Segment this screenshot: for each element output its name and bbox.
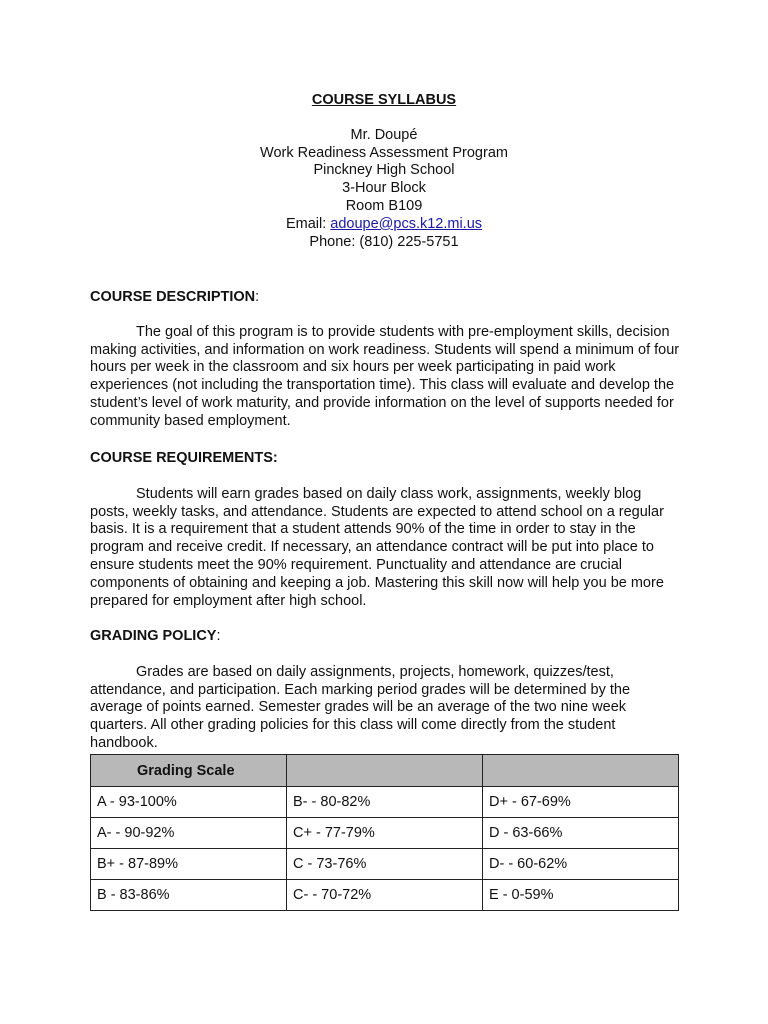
course-description-section xyxy=(90,289,680,431)
table-cell: E - 0-59% xyxy=(483,880,679,911)
email-label: Email: xyxy=(285,215,331,232)
table-header-cell xyxy=(287,755,483,787)
program-name: Work Readiness Assessment Program xyxy=(260,144,508,161)
table-cell: D+ - 67-69% xyxy=(483,787,679,818)
table-cell: B- - 80-82% xyxy=(287,787,483,818)
grading-policy-section xyxy=(90,628,680,753)
course-requirements-section xyxy=(90,450,680,610)
grading-policy-text: Grades are based on daily assignments, projects, homework, quizzes/test, attendance, and participation. Each marking period grades will be determined by the average of points earned. Semester grades will be an average of the two nine week quarters. All other grading policies for this class will come directly from the student handbook. xyxy=(90,663,631,751)
course-description-heading: COURSE DESCRIPTION xyxy=(90,289,256,305)
table-cell: C+ - 77-79% xyxy=(287,818,483,849)
table-cell: A- - 90-92% xyxy=(91,818,287,849)
grading-scale-table xyxy=(90,754,679,911)
table-cell: C- - 70-72% xyxy=(287,880,483,911)
course-requirements-text: Students will earn grades based on daily class work, assignments, weekly blog posts, weekly tasks, and attendance. Students are expected to attend school on a regular basis. It is a requirement that a student attends 90% of the time in order to stay in the program and receive credit. If necessary, an attendance contract will be put into place to ensure students meet the 90% requirement. Punctuality and attendance are crucial components of obtaining and keeping a job. Mastering this skill now will help you be more prepared for employment after high school. xyxy=(90,485,664,609)
phone-line: Phone: (810) 225-5751 xyxy=(309,233,459,250)
table-header-row xyxy=(91,755,679,787)
table-cell: B+ - 87-89% xyxy=(91,849,287,880)
syllabus-header xyxy=(0,92,768,251)
room-info: Room B109 xyxy=(345,197,423,214)
course-description-text: The goal of this program is to provide students with pre-employment skills, decision making activities, and information on work readiness. Students will spend a minimum of four hours per week in the classroom and six hours per week participating in paid work experiences (not including the transportation time). This class will evaluate and develop the student’s level of work maturity, and provide information on the level of supports needed for community based employment. xyxy=(90,323,680,429)
teacher-name: Mr. Doupé xyxy=(350,126,418,143)
table-row xyxy=(91,818,679,849)
grading-policy-colon: : xyxy=(216,628,221,644)
page-title: COURSE SYLLABUS xyxy=(311,92,457,108)
email-link[interactable]: adoupe@pcs.k12.mi.us xyxy=(330,215,483,232)
table-row xyxy=(91,880,679,911)
grading-policy-heading: GRADING POLICY xyxy=(90,628,217,644)
table-row xyxy=(91,849,679,880)
course-description-heading-line xyxy=(90,289,680,307)
table-header-cell xyxy=(483,755,679,787)
school-name: Pinckney High School xyxy=(313,162,455,179)
email-line xyxy=(0,216,768,234)
table-cell: D- - 60-62% xyxy=(483,849,679,880)
table-cell: C - 73-76% xyxy=(287,849,483,880)
block-info: 3-Hour Block xyxy=(342,180,426,197)
table-header-cell: Grading Scale xyxy=(91,755,287,787)
table-cell: D - 63-66% xyxy=(483,818,679,849)
course-requirements-heading: COURSE REQUIREMENTS: xyxy=(90,450,278,466)
table-row xyxy=(91,787,679,818)
grading-policy-heading-line xyxy=(90,628,680,646)
course-description-colon: : xyxy=(255,289,260,305)
table-cell: A - 93-100% xyxy=(91,787,287,818)
table-cell: B - 83-86% xyxy=(91,880,287,911)
